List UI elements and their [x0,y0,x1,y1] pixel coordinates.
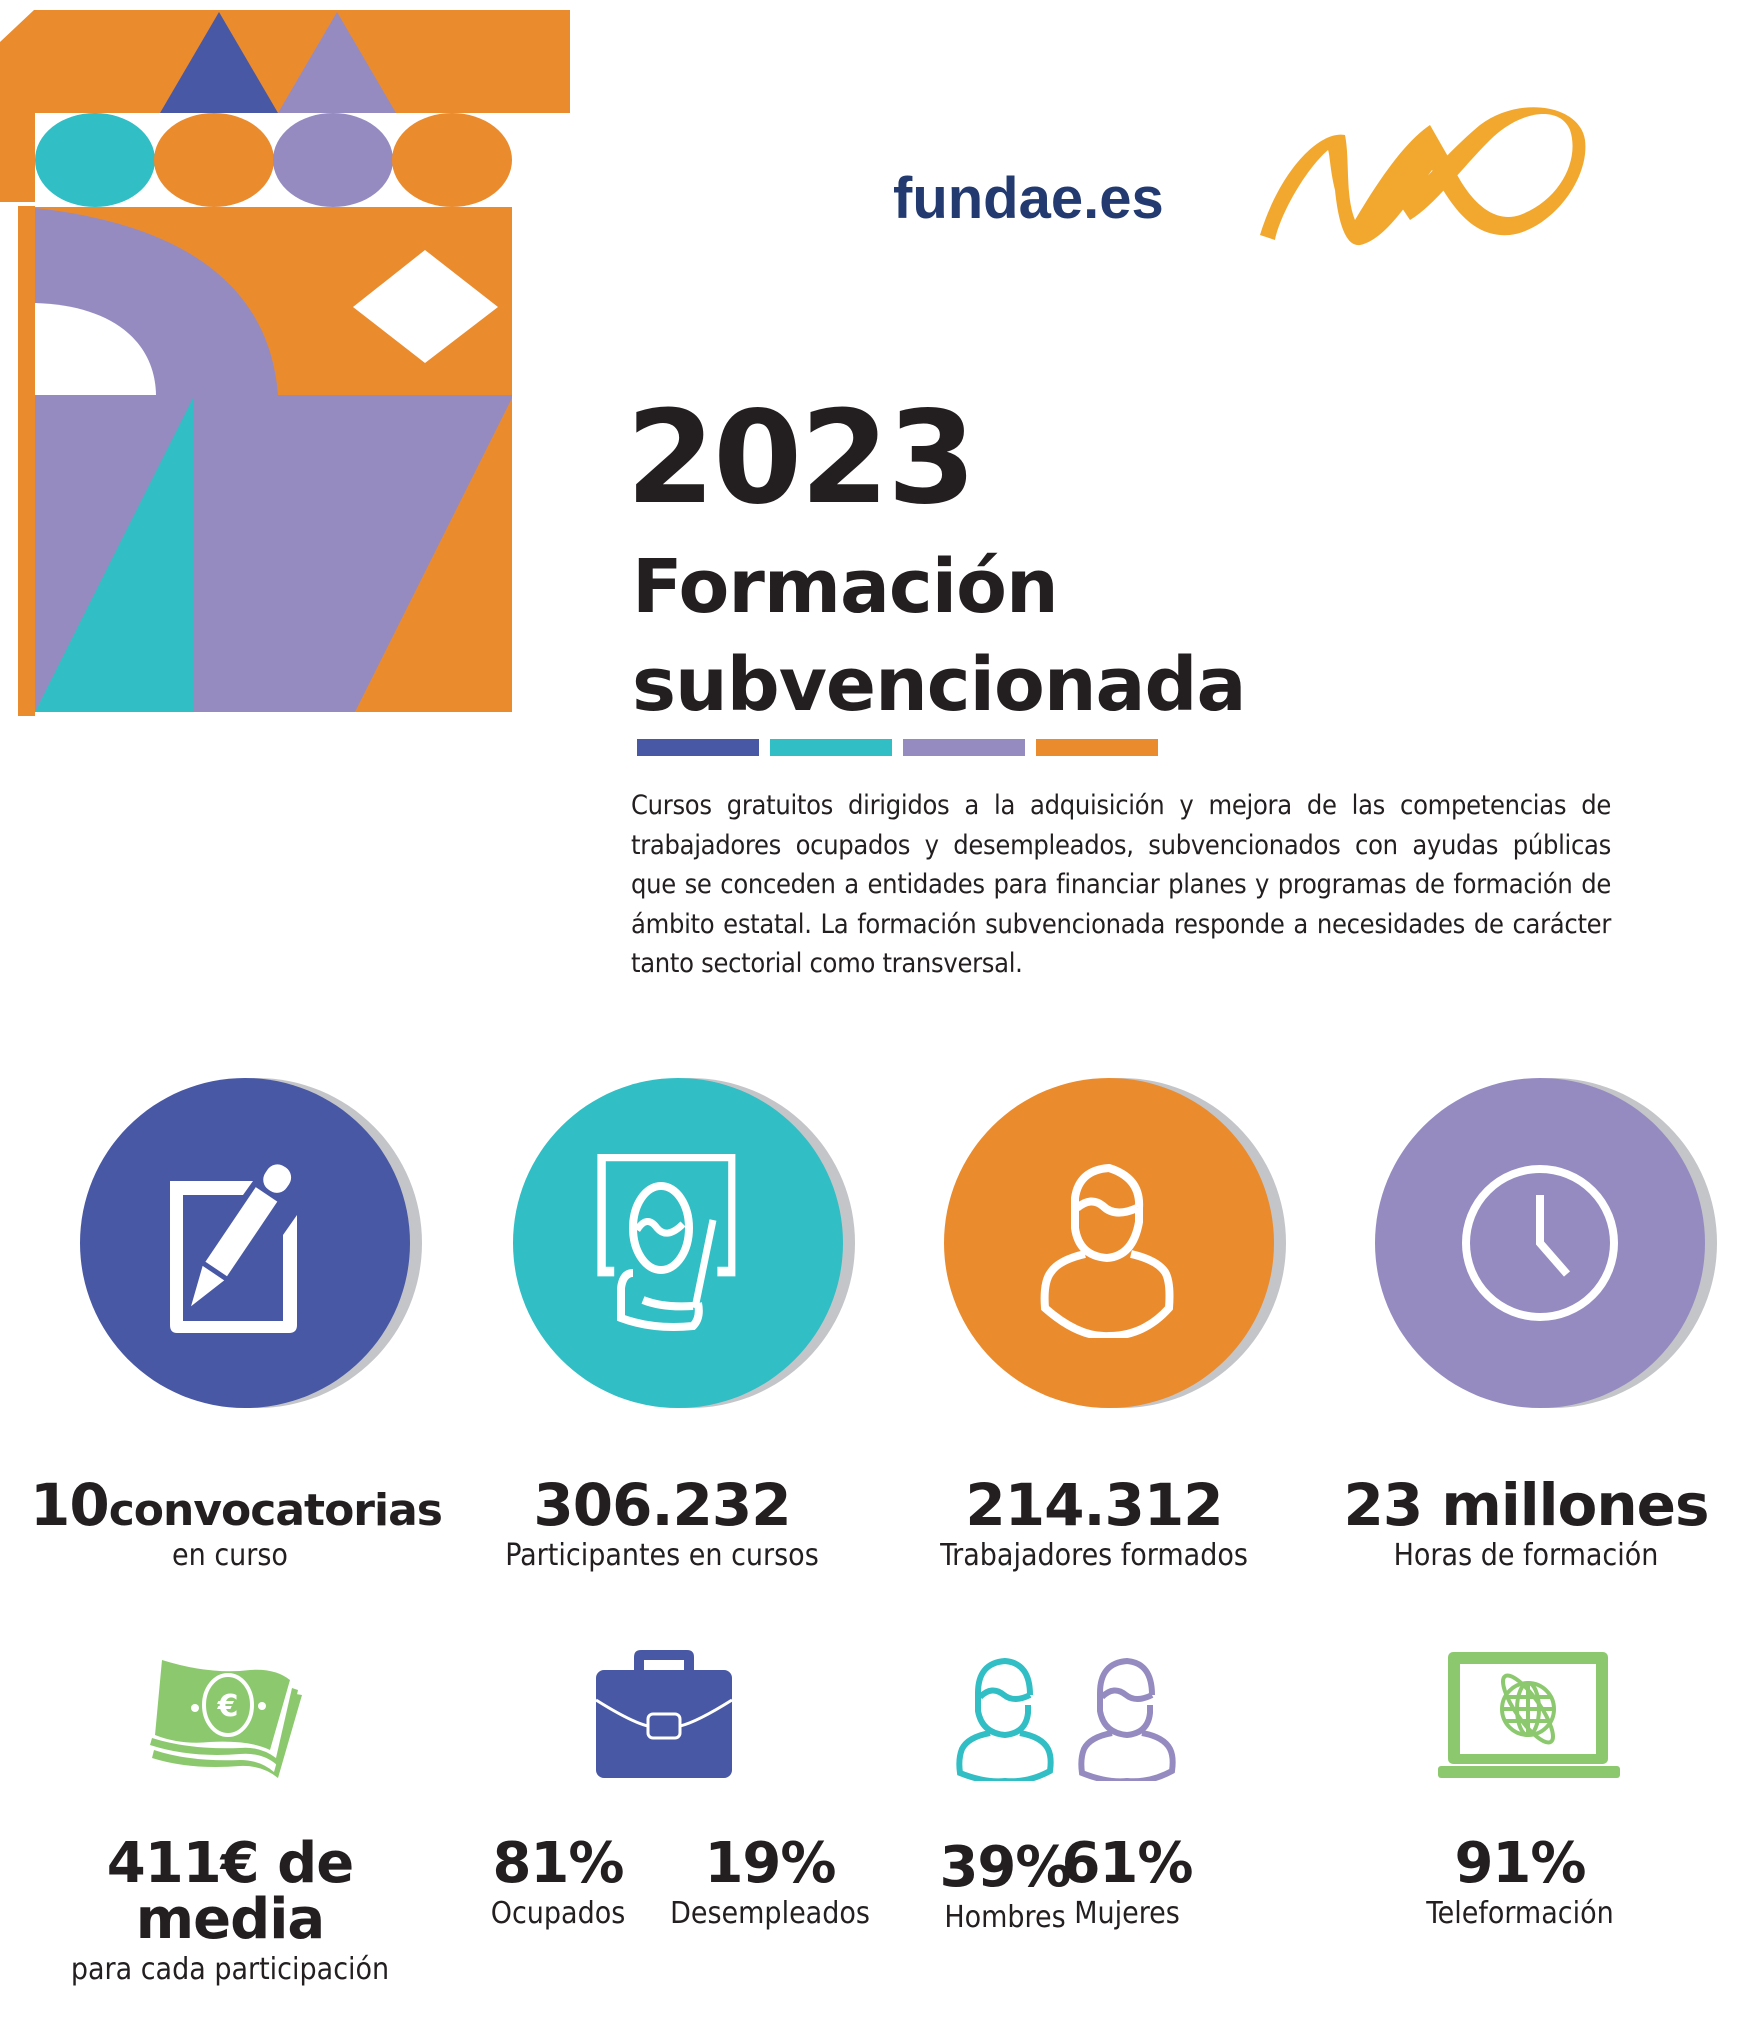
stat-label: en curso [172,1538,288,1573]
stat-label: Mujeres [1074,1896,1180,1931]
color-bar-turquoise [770,739,892,756]
stat-value: 214.312 [965,1471,1223,1539]
color-bar-lavender [903,739,1025,756]
color-bars [637,739,1158,756]
stat-desempleados [650,1831,890,1932]
fundae-logo-text[interactable]: fundae.es [893,166,1164,231]
stat-participantes [462,1471,862,1574]
svg-text:€: € [217,1689,239,1724]
stat-value: 23 millones [1343,1471,1709,1539]
stat-label: Hombres [944,1900,1066,1935]
color-bar-orange [1036,739,1158,756]
stat-value: 19% [704,1831,836,1896]
description-paragraph: Cursos gratuitos dirigidos a la adquisición y mejora de las competencias de trabajadores ocupados y desempleados, subvencionados con ayudas públicas que se conceden a entidades para financiar planes y programas de formación de ámbito estatal. La formación subvencionada responde a necesidades de carácter tanto sectorial como transversal. [631,790,1611,979]
fundae-swirl-logo-icon [1250,100,1590,250]
person-icon [1029,1148,1189,1338]
man-icon [950,1655,1060,1781]
stat-horas [1326,1471,1726,1574]
stat-convocatorias [30,1471,442,1574]
woman-icon [1072,1655,1182,1781]
stat-value: 39% [939,1835,1071,1900]
laptop-globe-icon [1438,1650,1620,1780]
clock-icon [1455,1158,1625,1328]
title-line-2: subvencionada [632,642,1246,728]
stat-value: 306.232 [533,1471,791,1539]
stat-mujeres [1047,1831,1207,1932]
teacher-whiteboard-icon [583,1148,773,1338]
stat-teleformacion [1370,1831,1670,1932]
money-euro-icon [150,1650,320,1780]
stat-circle-trabajadores [944,1078,1284,1418]
briefcase-icon [596,1650,732,1778]
stat-label: Trabajadores formados [940,1538,1248,1573]
stat-value: 10 [30,1471,109,1539]
color-bar-blue [637,739,759,756]
stat-value: 61% [1061,1831,1193,1896]
title-line-1: Formación [632,544,1058,630]
stat-label: Desempleados [670,1896,870,1931]
stat-value: 81% [492,1831,624,1896]
stat-circle-participantes [513,1078,853,1418]
page-year: 2023 [626,384,975,533]
stat-cost [30,1831,430,1988]
stat-label: Horas de formación [1393,1538,1659,1573]
stat-circle-horas [1375,1078,1715,1418]
stat-value: 411€ de media [106,1831,354,1952]
stat-label: Participantes en cursos [505,1538,819,1573]
hero-geometric-artwork [0,0,580,760]
stat-trabajadores [894,1471,1294,1574]
stat-circle-convocatorias [80,1078,420,1418]
stat-label: para cada participación [70,1952,390,1987]
edit-pencil-icon [155,1153,335,1333]
page-title [632,538,1245,734]
stat-label: Ocupados [490,1896,626,1931]
stat-ocupados [468,1831,648,1932]
stat-value: 91% [1454,1831,1586,1896]
stat-label: Teleformación [1426,1896,1614,1931]
stat-value-suffix: convocatorias [108,1485,442,1536]
